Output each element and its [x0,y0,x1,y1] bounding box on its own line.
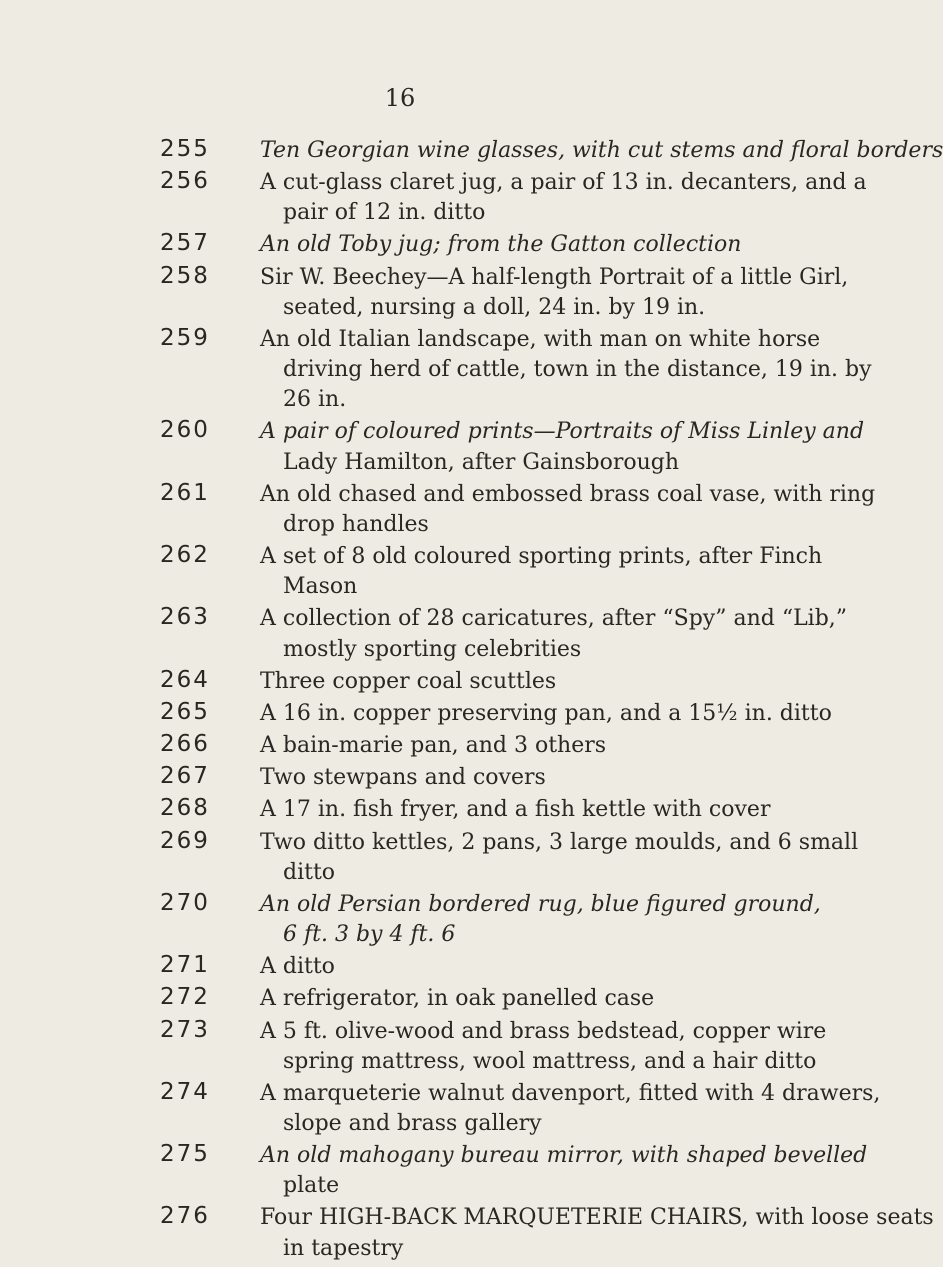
lot-description: An old Persian bordered rug, blue figured ground, [260,891,821,917]
lot-description-continued: plate [283,1173,340,1199]
lot-number: 275 [160,1141,210,1168]
lot-number: 271 [160,952,210,979]
lot-description: A ditto [260,954,335,980]
lot-description-continued: ditto [283,859,336,885]
lot-number: 269 [160,827,210,854]
lot-description: A marqueterie walnut davenport, fitted with 4 drawers, [260,1080,881,1106]
lot-number: 266 [160,731,210,758]
lot-description-continued: Mason [283,574,358,600]
lot-description: An old Toby jug; from the Gatton collection [260,232,742,258]
lot-description: An old mahogany bureau mirror, with shaped bevelled [260,1143,868,1169]
lot-description: A refrigerator, in oak panelled case [260,986,655,1012]
lot-description: A 16 in. copper preserving pan, and a 15½ in. ditto [260,700,832,726]
lot-number: 255 [160,136,210,162]
lot-number: 268 [160,795,210,822]
lot-number: 273 [160,1016,210,1043]
lot-description-continued: drop handles [283,511,429,537]
lot-description-continued: in tapestry [283,1235,404,1261]
lot-description: Two stewpans and covers [260,765,546,791]
lot-description: An old chased and embossed brass coal vase, with ring [260,481,876,507]
lot-number: 265 [160,698,210,725]
lot-description-continued: 26 in. [283,387,347,413]
lot-description: Ten Georgian wine glasses, with cut stems and floral borders [260,138,943,163]
lot-description: A cut-glass claret jug, a pair of 13 in. decanters, and a [260,170,867,196]
lot-number: 260 [160,417,210,444]
lot-description: A pair of coloured prints—Portraits of Miss Linley and [260,419,865,445]
lot-description-continued: spring mattress, wool mattress, and a hair ditto [283,1048,817,1074]
lot-number: 274 [160,1078,210,1105]
page-number: 16 [384,84,416,112]
lot-description: A collection of 28 caricatures, after “Spy” and “Lib,” [260,606,848,632]
lot-description: A set of 8 old coloured sporting prints, after Finch [260,544,823,570]
lot-description: A bain-marie pan, and 3 others [260,733,607,759]
lot-description: Three copper coal scuttles [260,668,557,694]
lot-description: Sir W. Beechey—A half-length Portrait of a little Girl, [260,264,849,290]
lot-description: A 5 ft. olive-wood and brass bedstead, copper wire [260,1018,827,1044]
lot-number: 270 [160,889,210,916]
lot-number: 263 [160,604,210,631]
lot-description-continued: 6 ft. 3 by 4 ft. 6 [283,922,456,948]
lot-description-continued: seated, nursing a doll, 24 in. by 19 in. [283,294,706,320]
lot-description-continued: driving herd of cattle, town in the distance, 19 in. by [283,357,872,383]
lot-number: 256 [160,168,210,195]
lot-number: 262 [160,542,210,569]
lot-number: 261 [160,479,210,506]
lot-description: Four HIGH-BACK MARQUETERIE CHAIRS, with loose seats [260,1205,934,1231]
lot-description-continued: Lady Hamilton, after Gainsborough [283,449,680,475]
lot-description: An old Italian landscape, with man on white horse [260,326,821,352]
lot-number: 276 [160,1203,210,1230]
lot-number: 259 [160,324,210,351]
lot-number: 272 [160,984,210,1011]
lot-description: A 17 in. fish fryer, and a fish kettle with cover [260,797,771,823]
lot-description-continued: slope and brass gallery [283,1111,542,1136]
lot-description: Two ditto kettles, 2 pans, 3 large moulds, and 6 small [260,829,859,855]
lot-number: 257 [160,230,210,257]
lot-description-continued: mostly sporting celebrities [283,636,582,662]
lot-number: 258 [160,262,210,289]
lot-number: 264 [160,666,210,693]
lot-number: 267 [160,763,210,790]
lot-description-continued: pair of 12 in. ditto [283,200,486,226]
